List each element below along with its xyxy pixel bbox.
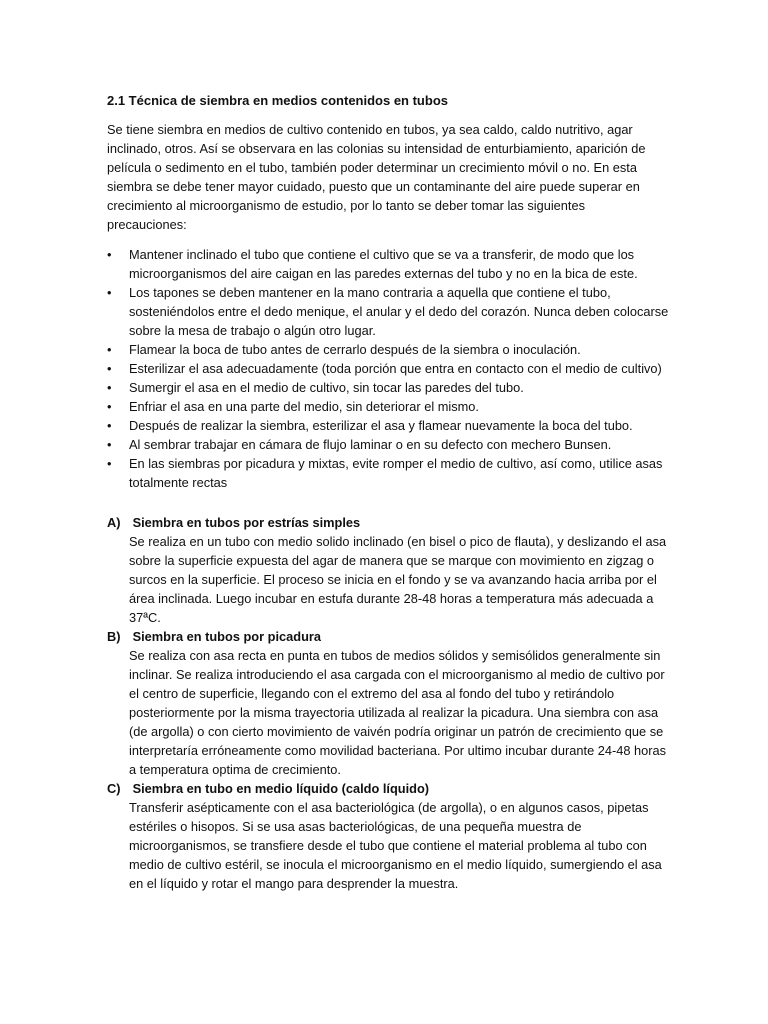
bullet-icon: • — [107, 285, 112, 300]
precautions-list — [107, 245, 677, 492]
list-item — [107, 454, 677, 492]
section-a-body: Se realiza en un tubo con medio solido inclinado (en bisel o pico de flauta), y deslizando el asa sobre la superficie expuesta del agar de manera que se marque con movimiento en zigzag o surcos en la superficie. El proceso se inicia en el fondo y se va avanzando hacia arriba por el área inclinada. Luego incubar en estufa durante 28-48 horas a temperatura más adecuada a 37ªC. — [129, 534, 667, 625]
list-item — [107, 283, 677, 340]
bullet-icon: • — [107, 342, 112, 357]
section-heading: 2.1 Técnica de siembra en medios contenidos en tubos — [107, 93, 448, 108]
bullet-icon: • — [107, 399, 112, 414]
bullet-icon: • — [107, 247, 112, 262]
bullet-icon: • — [107, 361, 112, 376]
list-item — [107, 416, 677, 435]
list-item-text: Enfriar el asa en una parte del medio, sin deteriorar el mismo. — [129, 399, 479, 414]
technique-sections — [107, 513, 667, 893]
bullet-icon: • — [107, 380, 112, 395]
list-item-text: Flamear la boca de tubo antes de cerrarlo después de la siembra o inoculación. — [129, 342, 581, 357]
section-c-letter: C) — [107, 781, 121, 796]
section-a-title — [107, 513, 667, 532]
list-item — [107, 340, 677, 359]
list-item — [107, 397, 677, 416]
list-item-text: Mantener inclinado el tubo que contiene el cultivo que se va a transferir, de modo que los microorganismos del aire caigan en las paredes externas del tubo y no en la bica de este. — [129, 247, 638, 281]
section-b-title-text: Siembra en tubos por picadura — [132, 629, 321, 644]
section-b-body: Se realiza con asa recta en punta en tubos de medios sólidos y semisólidos generalmente sin inclinar. Se realiza introduciendo el asa cargada con el microorganismo al medio de cultivo por el centro de superficie, llegando con el extremo del asa al fondo del tubo y retirándolo posteriormente por la misma trayectoria utilizada al realizar la picadura. Una siembra con asa (de argolla) o con cierto movimiento de vaivén podría originar un patrón de crecimiento que se interpretaría erróneamente como movilidad bacteriana. Por ultimo incubar durante 24-48 horas a temperatura optima de crecimiento. — [129, 648, 667, 777]
section-c-body: Transferir asépticamente con el asa bacteriológica (de argolla), o en algunos casos, pipetas estériles o hisopos. Si se usa asas bacteriológicas, de una pequeña muestra de microorganismos, se transfiere desde el tubo que contiene el material problema al tubo con medio de cultivo estéril, se inocula el microorganismo en el medio líquido, sumergiendo el asa en el líquido y rotar el mango para desprender la muestra. — [129, 800, 662, 891]
list-item-text: Sumergir el asa en el medio de cultivo, sin tocar las paredes del tubo. — [129, 380, 524, 395]
list-item-text: Después de realizar la siembra, esterilizar el asa y flamear nuevamente la boca del tubo. — [129, 418, 633, 433]
list-item — [107, 435, 677, 454]
section-a-title-text: Siembra en tubos por estrías simples — [132, 515, 361, 530]
section-b-title — [107, 627, 667, 646]
bullet-icon: • — [107, 456, 112, 471]
list-item — [107, 245, 677, 283]
list-item — [107, 378, 677, 397]
list-item — [107, 359, 677, 378]
section-c-title-text: Siembra en tubo en medio líquido (caldo líquido) — [132, 781, 430, 796]
list-item-text: En las siembras por picadura y mixtas, evite romper el medio de cultivo, así como, utilice asas totalmente rectas — [129, 456, 663, 490]
list-item-text: Al sembrar trabajar en cámara de flujo laminar o en su defecto con mechero Bunsen. — [129, 437, 612, 452]
list-item-text: Los tapones se deben mantener en la mano contraria a aquella que contiene el tubo, sosteniéndolos entre el dedo menique, el anular y el dedo del corazón. Nunca deben colocarse sobre la mesa de trabajo o algún otro lugar. — [129, 285, 669, 338]
section-a-letter: A) — [107, 515, 121, 530]
bullet-icon: • — [107, 418, 112, 433]
section-c-title — [107, 779, 667, 798]
list-item-text: Esterilizar el asa adecuadamente (toda porción que entra en contacto con el medio de cultivo) — [129, 361, 662, 376]
section-b-letter: B) — [107, 629, 121, 644]
bullet-icon: • — [107, 437, 112, 452]
intro-paragraph: Se tiene siembra en medios de cultivo contenido en tubos, ya sea caldo, caldo nutritivo, agar inclinado, otros. Así se observara en las colonias su intensidad de enturbiamiento, aparición de película o sedimento en el tubo, también poder determinar un crecimiento móvil o no. En esta siembra se debe tener mayor cuidado, puesto que un contaminante del aire puede superar en crecimiento al microorganismo de estudio, por lo tanto se deber tomar las siguientes precauciones: — [107, 122, 646, 232]
